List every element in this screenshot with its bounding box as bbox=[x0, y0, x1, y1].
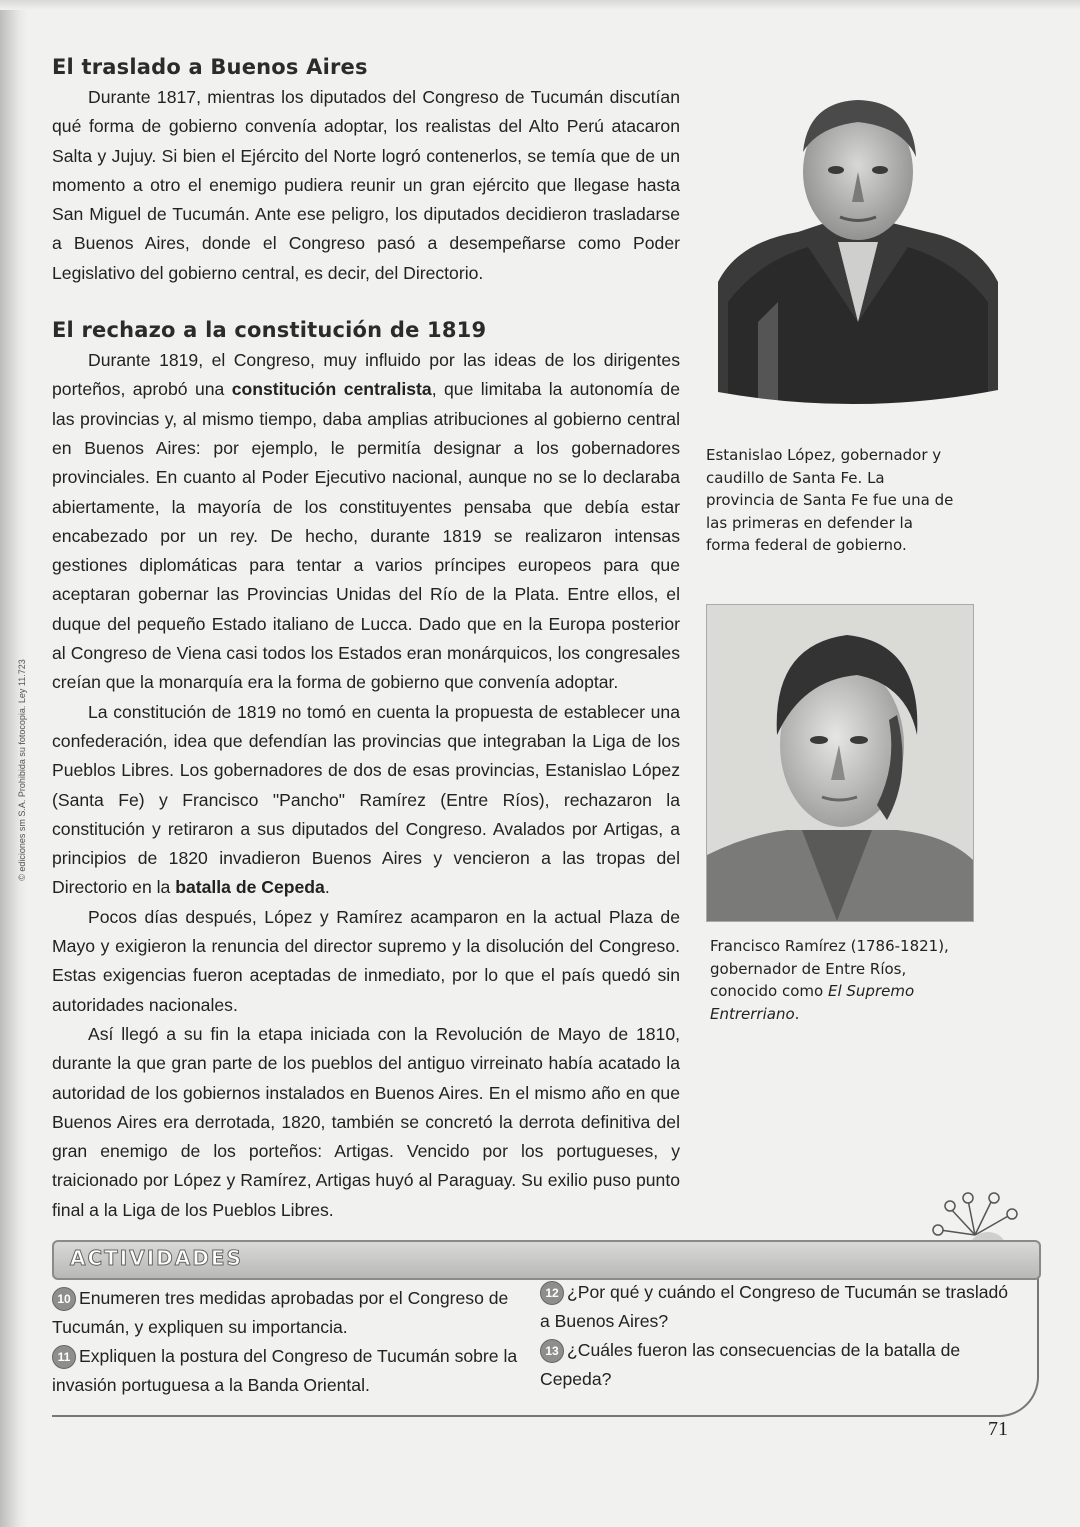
portrait-lopez bbox=[718, 72, 998, 407]
paragraph-rechazo-4: Así llegó a su fin la etapa iniciada con la Revolución de Mayo de 1810, durante la que gran parte de los pueblos del antiguo virreinato había acatado la autoridad de los gobiernos instalados en Buenos Aires. En el mismo año en que Buenos Aires era derrotada, 1820, también se concretó la derrota definitiva del gran enemigo de los porteños: Artigas. Vencido por los portugueses, y traicionado por López y Ramírez, Artigas huyó al Paraguay. Su exilio puso punto final a la Liga de los Pueblos Libres. bbox=[52, 1023, 680, 1220]
caption-ramirez: Francisco Ramírez (1786-1821), gobernador de Entre Ríos, conocido como El Supremo Entrerriano. bbox=[710, 937, 949, 1023]
paragraph-rechazo-1: Durante 1819, el Congreso, muy influido por las ideas de los dirigentes porteños, aprobó una constitución centralista, que limitaba la autonomía de las provincias y, al mismo tiempo, daba amplias atribuciones al gobierno central en Buenos Aires: por ejemplo, le permitía designar a los gobernadores provinciales. En cuanto al Poder Ejecutivo nacional, aunque no se lo declaraba abiertamente, la mayoría de los constituyentes pensaba que debía estar encabezado por un rey. De hecho, durante 1819 se realizaron intensas gestiones diplomáticas para tentar a varios príncipes europeos para que aceptaran gobernar las Provincias Unidas del Río de la Plata. Entre ellos, el duque del pequeño Estado italiano de Lucca. Dado que en la Europa posterior al Congreso de Viena casi todos los Estados eran monárquicos, los congresales creían que la monarquía era la forma de gobierno que convenía adoptar. bbox=[52, 350, 680, 693]
paragraph-rechazo-2: La constitución de 1819 no tomó en cuenta la propuesta de establecer una confederación, idea que defendían las provincias que integraban la Liga de los Pueblos Libres. Los gobernadores de dos de esas provincias, Estanislao López (Santa Fe) y Francisco "Pancho" Ramírez (Entre Ríos), rechazaron la constitución y retiraron a sus diputados del Congreso. Avalados por Artigas, a principios de 1820 invadieron Buenos Aires y vencieron a las tropas del Directorio en la batalla de Cepeda. bbox=[52, 701, 680, 898]
paragraph-traslado: Durante 1817, mientras los diputados del Congreso de Tucumán discutían qué forma de gobierno convenía adoptar, los realistas del Alto Perú atacaron Salta y Jujuy. Si bien el Ejército del Norte logró contenerlos, se temía que de un momento a otro el enemigo pudiera reunir un gran ejército que llegase hasta San Miguel de Tucumán. Ante ese peligro, los diputados decidieron trasladarse a Buenos Aires, donde el Congreso pasó a desempeñarse como Poder Legislativo del gobierno central, es decir, del Directorio. bbox=[52, 87, 680, 283]
copyright-notice: © ediciones sm S.A. Prohibida su fotocopia. Ley 11.723 bbox=[17, 659, 27, 881]
page-number: 71 bbox=[988, 1418, 1008, 1440]
paragraph-rechazo-3: Pocos días después, López y Ramírez acamparon en la actual Plaza de Mayo y exigieron la renuncia del director supremo y la disolución del Congreso. Estas exigencias fueron aceptadas de inmediato, por lo que el país quedó sin autoridades nacionales. bbox=[52, 906, 680, 1015]
activities-header: ACTIVIDADES bbox=[52, 1240, 1041, 1280]
caption-lopez: Estanislao López, gobernador y caudillo de Santa Fe. La provincia de Santa Fe fue una de las primeras en defender la forma federal de gobierno. bbox=[706, 446, 954, 554]
activity-12: 12 ¿Por qué y cuándo el Congreso de Tucumán se trasladó a Buenos Aires? bbox=[540, 1282, 1009, 1331]
section-title-traslado: El traslado a Buenos Aires bbox=[52, 55, 368, 79]
activity-10: 10 Enumeren tres medidas aprobadas por el Congreso de Tucumán, y expliquen su importancia. bbox=[52, 1288, 509, 1337]
main-column bbox=[52, 55, 680, 1225]
top-shadow bbox=[0, 0, 1080, 10]
activity-11: 11 Expliquen la postura del Congreso de Tucumán sobre la invasión portuguesa a la Banda Oriental. bbox=[52, 1346, 518, 1395]
section-title-rechazo: El rechazo a la constitución de 1819 bbox=[52, 318, 487, 343]
activity-13: 13 ¿Cuáles fueron las consecuencias de la batalla de Cepeda? bbox=[540, 1340, 961, 1389]
portrait-ramirez bbox=[706, 604, 974, 922]
